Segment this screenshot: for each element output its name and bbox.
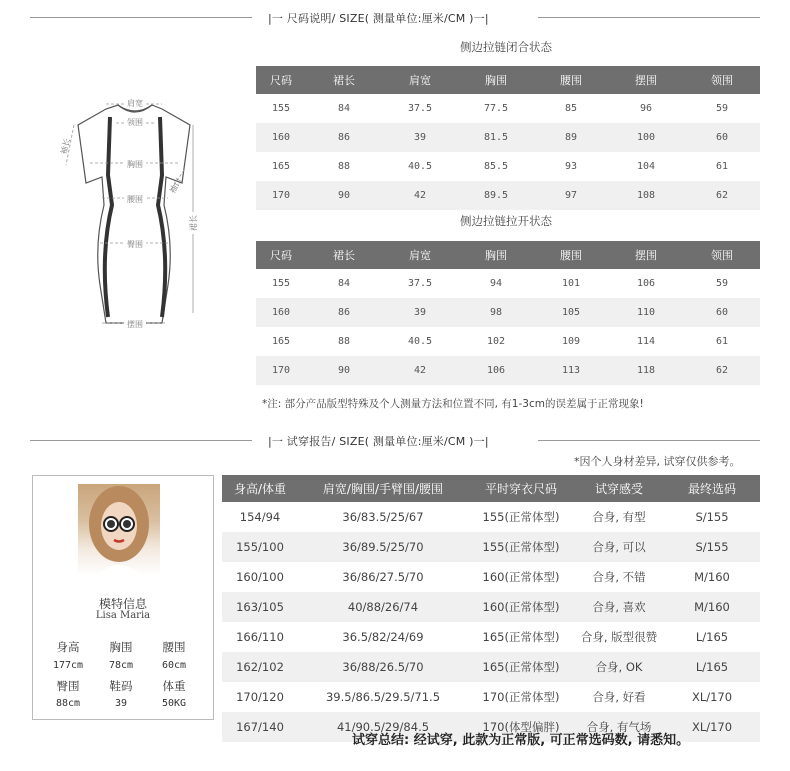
table-cell: 155 <box>256 269 306 298</box>
column-header: 胸围 <box>458 66 534 94</box>
table-cell: 94 <box>458 269 534 298</box>
table-cell: 163/105 <box>222 592 298 622</box>
table-cell: 90 <box>306 356 382 385</box>
table-row <box>256 269 760 298</box>
model-photo <box>78 484 160 576</box>
table-cell: 162/102 <box>222 652 298 682</box>
label-shoulder: 肩宽 <box>127 99 143 108</box>
table-cell: 113 <box>534 356 608 385</box>
table-cell: 81.5 <box>458 123 534 152</box>
table-cell: 98 <box>458 298 534 327</box>
table-cell: 85.5 <box>458 152 534 181</box>
table-cell: 160/100 <box>222 562 298 592</box>
table-cell: 160(正常体型) <box>468 592 574 622</box>
column-header: 领围 <box>684 66 760 94</box>
table-row <box>222 652 760 682</box>
dress-outline <box>78 105 190 323</box>
table-cell: 165 <box>256 327 306 356</box>
column-header: 肩宽/胸围/手臂围/腰围 <box>298 475 468 502</box>
table-cell: 106 <box>458 356 534 385</box>
open-caption: 侧边拉链拉开状态 <box>460 214 552 228</box>
column-header: 肩宽 <box>382 66 458 94</box>
column-header: 摆围 <box>608 66 684 94</box>
table-cell: 93 <box>534 152 608 181</box>
table-cell: 88 <box>306 327 382 356</box>
column-header: 裙长 <box>306 66 382 94</box>
table-cell: 155(正常体型) <box>468 532 574 562</box>
table-cell: 39 <box>382 298 458 327</box>
table-cell: 77.5 <box>458 94 534 123</box>
table-cell: 39.5/86.5/29.5/71.5 <box>298 682 468 712</box>
table-cell: 62 <box>684 181 760 210</box>
table-cell: 36/89.5/25/70 <box>298 532 468 562</box>
table-cell: S/155 <box>664 502 760 532</box>
table-cell: 105 <box>534 298 608 327</box>
label-sleeve: 袖长 <box>59 137 73 156</box>
table-cell: 160(正常体型) <box>468 562 574 592</box>
table-cell: 106 <box>608 269 684 298</box>
table-cell: XL/170 <box>664 712 760 742</box>
table-row <box>256 181 760 210</box>
table-cell: 37.5 <box>382 94 458 123</box>
size-section-title: |一 尺码说明/ SIZE( 测量单位:厘米/CM )一| <box>268 12 489 25</box>
table-cell: 36/83.5/25/67 <box>298 502 468 532</box>
column-header: 摆围 <box>608 241 684 269</box>
table-cell: 86 <box>306 298 382 327</box>
table-cell: 165(正常体型) <box>468 652 574 682</box>
table-cell: 59 <box>684 269 760 298</box>
label-hem: 摆围 <box>127 320 143 329</box>
divider-left <box>30 17 252 18</box>
table-cell: S/155 <box>664 532 760 562</box>
table-cell: 36.5/82/24/69 <box>298 622 468 652</box>
table-row <box>256 152 760 181</box>
fit-section-title: |一 试穿报告/ SIZE( 测量单位:厘米/CM )一| <box>268 435 489 448</box>
column-header: 尺码 <box>256 241 306 269</box>
table-cell: 37.5 <box>382 269 458 298</box>
stat-value-shoe: 39 <box>114 698 128 709</box>
table-cell: 97 <box>534 181 608 210</box>
table-cell: 155/100 <box>222 532 298 562</box>
table-cell: 合身, 有型 <box>574 502 664 532</box>
table-cell: 40.5 <box>382 327 458 356</box>
table-header-row <box>222 475 760 502</box>
column-header: 胸围 <box>458 241 534 269</box>
label-waist: 腰围 <box>127 195 143 204</box>
table-cell: 109 <box>534 327 608 356</box>
table-cell: 167/140 <box>222 712 298 742</box>
label-cuff: 袖口 <box>167 176 184 195</box>
table-cell: 170(正常体型) <box>468 682 574 712</box>
table-row <box>256 123 760 152</box>
label-chest: 胸围 <box>127 160 143 169</box>
table-cell: 90 <box>306 181 382 210</box>
table-cell: 61 <box>684 327 760 356</box>
divider-left-2 <box>30 440 252 441</box>
table-cell: 170 <box>256 356 306 385</box>
table-cell: 86 <box>306 123 382 152</box>
table-cell: 155 <box>256 94 306 123</box>
table-cell: 41/90.5/29/84.5 <box>298 712 468 742</box>
measurement-note: *注: 部分产品版型特殊及个人测量方法和位置不同, 有1-3cm的误差属于正常现象! <box>262 398 644 410</box>
table-cell: 170 <box>256 181 306 210</box>
table-cell: 60 <box>684 123 760 152</box>
table-cell: 合身, 好看 <box>574 682 664 712</box>
table-cell: 160 <box>256 123 306 152</box>
table-row <box>222 532 760 562</box>
model-name: Lisa Maria <box>95 610 151 621</box>
table-cell: 59 <box>684 94 760 123</box>
table-cell: 60 <box>684 298 760 327</box>
table-cell: 88 <box>306 152 382 181</box>
table-cell: 62 <box>684 356 760 385</box>
table-cell: 84 <box>306 94 382 123</box>
table-cell: XL/170 <box>664 682 760 712</box>
stat-label-waist: 腰围 <box>162 640 186 654</box>
table-cell: 合身, 不错 <box>574 562 664 592</box>
table-cell: 101 <box>534 269 608 298</box>
column-header: 尺码 <box>256 66 306 94</box>
size-table-open <box>256 241 760 385</box>
table-cell: 84 <box>306 269 382 298</box>
table-cell: L/165 <box>664 622 760 652</box>
table-header-row <box>256 66 760 94</box>
stat-value-hip: 88cm <box>55 698 81 709</box>
size-table-closed <box>256 66 760 210</box>
table-cell: 96 <box>608 94 684 123</box>
stat-label-bust: 胸围 <box>109 640 133 654</box>
stat-value-height: 177cm <box>52 660 84 671</box>
table-cell: 42 <box>382 181 458 210</box>
table-cell: 104 <box>608 152 684 181</box>
table-cell: 170/120 <box>222 682 298 712</box>
table-cell: 160 <box>256 298 306 327</box>
stat-label-weight: 体重 <box>162 679 186 693</box>
table-cell: 合身, 喜欢 <box>574 592 664 622</box>
column-header: 试穿感受 <box>574 475 664 502</box>
table-cell: M/160 <box>664 592 760 622</box>
table-cell: 165 <box>256 152 306 181</box>
dress-diagram <box>50 95 220 335</box>
table-cell: 42 <box>382 356 458 385</box>
column-header: 身高/体重 <box>222 475 298 502</box>
model-info-card <box>32 475 214 720</box>
closed-caption: 侧边拉链闭合状态 <box>460 40 552 54</box>
table-cell: 166/110 <box>222 622 298 652</box>
table-cell: M/160 <box>664 562 760 592</box>
table-cell: 100 <box>608 123 684 152</box>
column-header: 腰围 <box>534 241 608 269</box>
table-header-row <box>256 241 760 269</box>
divider-right <box>538 17 760 18</box>
fit-disclaimer: *因个人身材差异, 试穿仅供参考。 <box>574 455 741 468</box>
table-cell: 合身, 有气场 <box>574 712 664 742</box>
table-row <box>256 327 760 356</box>
table-cell: 114 <box>608 327 684 356</box>
table-cell: 合身, 可以 <box>574 532 664 562</box>
table-row <box>222 682 760 712</box>
table-cell: 110 <box>608 298 684 327</box>
table-cell: 85 <box>534 94 608 123</box>
table-cell: 118 <box>608 356 684 385</box>
stat-value-bust: 78cm <box>108 660 134 671</box>
table-cell: 合身, OK <box>574 652 664 682</box>
table-cell: 36/88/26.5/70 <box>298 652 468 682</box>
stat-label-shoe: 鞋码 <box>109 679 133 693</box>
column-header: 领围 <box>684 241 760 269</box>
label-length: 裙长 <box>189 215 198 231</box>
label-hip: 臀围 <box>127 240 143 249</box>
table-cell: 36/86/27.5/70 <box>298 562 468 592</box>
column-header: 平时穿衣尺码 <box>468 475 574 502</box>
table-cell: 108 <box>608 181 684 210</box>
table-row <box>222 622 760 652</box>
table-row <box>256 356 760 385</box>
table-row <box>256 298 760 327</box>
column-header: 肩宽 <box>382 241 458 269</box>
label-collar: 领围 <box>127 118 143 127</box>
table-cell: L/165 <box>664 652 760 682</box>
table-cell: 170(体型偏胖) <box>468 712 574 742</box>
model-title: 模特信息 <box>98 597 147 611</box>
table-cell: 155(正常体型) <box>468 502 574 532</box>
stat-label-hip: 臀围 <box>56 679 80 693</box>
fit-report-table <box>222 475 760 742</box>
column-header: 最终选码 <box>664 475 760 502</box>
table-cell: 102 <box>458 327 534 356</box>
column-header: 腰围 <box>534 66 608 94</box>
table-cell: 39 <box>382 123 458 152</box>
table-row <box>256 94 760 123</box>
column-header: 裙长 <box>306 241 382 269</box>
table-cell: 165(正常体型) <box>468 622 574 652</box>
table-cell: 154/94 <box>222 502 298 532</box>
table-cell: 61 <box>684 152 760 181</box>
fit-summary: 试穿总结: 经试穿, 此款为正常版, 可正常选码数, 请悉知。 <box>352 733 690 748</box>
table-row <box>222 502 760 532</box>
table-cell: 合身, 版型很赞 <box>574 622 664 652</box>
table-row <box>222 562 760 592</box>
table-cell: 40.5 <box>382 152 458 181</box>
divider-right-2 <box>538 440 760 441</box>
table-cell: 40/88/26/74 <box>298 592 468 622</box>
table-cell: 89.5 <box>458 181 534 210</box>
stat-value-weight: 50KG <box>161 698 187 709</box>
table-cell: 89 <box>534 123 608 152</box>
table-row <box>222 592 760 622</box>
stat-label-height: 身高 <box>56 640 80 654</box>
stat-value-waist: 60cm <box>161 660 187 671</box>
